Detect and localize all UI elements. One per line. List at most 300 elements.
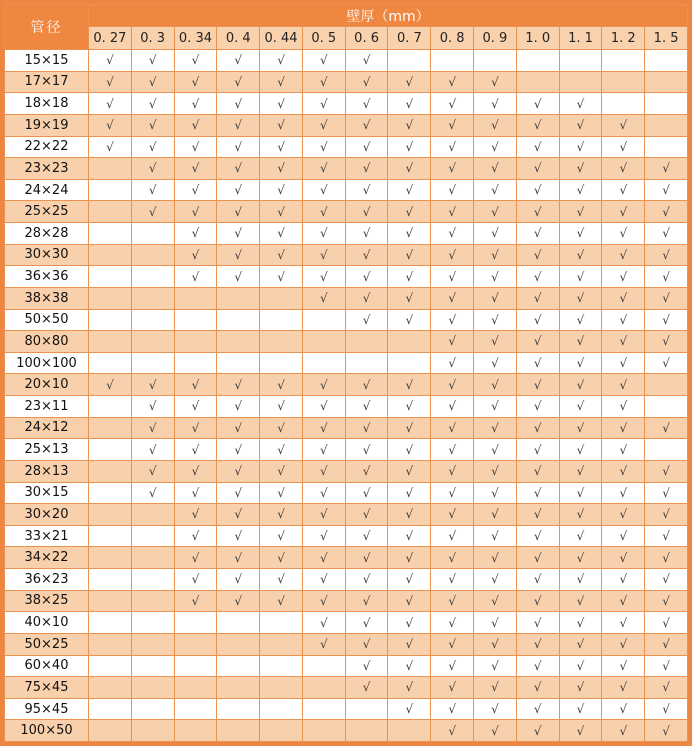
- availability-check-cell: √: [302, 114, 345, 136]
- availability-check-cell: √: [131, 71, 174, 93]
- availability-check-cell: √: [559, 417, 602, 439]
- availability-empty-cell: [645, 114, 688, 136]
- availability-check-cell: √: [431, 612, 474, 634]
- table-row: [5, 287, 688, 309]
- availability-check-cell: √: [474, 504, 517, 526]
- pipe-size-label: 50×25: [5, 633, 89, 655]
- availability-check-cell: √: [131, 114, 174, 136]
- table-row: [5, 158, 688, 180]
- thickness-column-header: 0. 4: [217, 27, 260, 50]
- availability-check-cell: √: [388, 547, 431, 569]
- availability-check-cell: √: [474, 352, 517, 374]
- availability-check-cell: √: [131, 374, 174, 396]
- availability-check-cell: √: [345, 374, 388, 396]
- availability-check-cell: √: [602, 309, 645, 331]
- availability-check-cell: √: [602, 590, 645, 612]
- availability-check-cell: √: [474, 136, 517, 158]
- availability-check-cell: √: [345, 612, 388, 634]
- availability-check-cell: √: [602, 482, 645, 504]
- availability-empty-cell: [89, 569, 132, 591]
- availability-empty-cell: [89, 677, 132, 699]
- availability-check-cell: √: [474, 547, 517, 569]
- availability-check-cell: √: [645, 547, 688, 569]
- availability-check-cell: √: [174, 179, 217, 201]
- availability-check-cell: √: [645, 655, 688, 677]
- availability-empty-cell: [217, 287, 260, 309]
- availability-check-cell: √: [302, 244, 345, 266]
- availability-check-cell: √: [131, 50, 174, 72]
- availability-check-cell: √: [345, 504, 388, 526]
- availability-empty-cell: [388, 331, 431, 353]
- availability-check-cell: √: [388, 698, 431, 720]
- availability-empty-cell: [174, 309, 217, 331]
- availability-check-cell: √: [302, 547, 345, 569]
- availability-check-cell: √: [474, 331, 517, 353]
- availability-check-cell: √: [645, 504, 688, 526]
- availability-check-cell: √: [217, 266, 260, 288]
- table-row: [5, 50, 688, 72]
- availability-check-cell: √: [516, 114, 559, 136]
- availability-empty-cell: [260, 655, 303, 677]
- availability-empty-cell: [559, 50, 602, 72]
- availability-check-cell: √: [602, 287, 645, 309]
- availability-check-cell: √: [345, 655, 388, 677]
- thickness-column-header: 0. 5: [302, 27, 345, 50]
- availability-empty-cell: [345, 720, 388, 742]
- availability-empty-cell: [174, 633, 217, 655]
- pipe-size-label: 36×23: [5, 569, 89, 591]
- pipe-size-label: 75×45: [5, 677, 89, 699]
- availability-empty-cell: [217, 720, 260, 742]
- table-row: [5, 460, 688, 482]
- availability-check-cell: √: [645, 266, 688, 288]
- availability-empty-cell: [89, 396, 132, 418]
- pipe-size-label: 18×18: [5, 93, 89, 115]
- table-row: [5, 93, 688, 115]
- availability-check-cell: √: [516, 396, 559, 418]
- table-row: [5, 677, 688, 699]
- availability-check-cell: √: [131, 158, 174, 180]
- availability-check-cell: √: [217, 590, 260, 612]
- pipe-size-label: 17×17: [5, 71, 89, 93]
- availability-check-cell: √: [559, 633, 602, 655]
- availability-check-cell: √: [302, 504, 345, 526]
- availability-empty-cell: [89, 720, 132, 742]
- availability-empty-cell: [260, 352, 303, 374]
- availability-check-cell: √: [645, 720, 688, 742]
- availability-check-cell: √: [431, 439, 474, 461]
- table-row: [5, 720, 688, 742]
- table-row: [5, 331, 688, 353]
- availability-check-cell: √: [474, 655, 517, 677]
- availability-check-cell: √: [516, 439, 559, 461]
- availability-check-cell: √: [516, 590, 559, 612]
- availability-check-cell: √: [388, 266, 431, 288]
- table-row: [5, 374, 688, 396]
- availability-check-cell: √: [516, 482, 559, 504]
- availability-check-cell: √: [516, 266, 559, 288]
- pipe-size-label: 95×45: [5, 698, 89, 720]
- availability-check-cell: √: [431, 223, 474, 245]
- availability-check-cell: √: [260, 374, 303, 396]
- table-row: [5, 417, 688, 439]
- availability-check-cell: √: [559, 698, 602, 720]
- availability-check-cell: √: [474, 309, 517, 331]
- availability-check-cell: √: [559, 158, 602, 180]
- availability-check-cell: √: [559, 460, 602, 482]
- availability-check-cell: √: [559, 525, 602, 547]
- availability-check-cell: √: [217, 201, 260, 223]
- pipe-size-label: 20×10: [5, 374, 89, 396]
- availability-check-cell: √: [174, 244, 217, 266]
- availability-check-cell: √: [217, 504, 260, 526]
- availability-check-cell: √: [260, 114, 303, 136]
- availability-check-cell: √: [645, 460, 688, 482]
- availability-check-cell: √: [345, 677, 388, 699]
- availability-check-cell: √: [559, 136, 602, 158]
- availability-check-cell: √: [174, 482, 217, 504]
- pipe-size-label: 100×100: [5, 352, 89, 374]
- availability-check-cell: √: [559, 266, 602, 288]
- availability-check-cell: √: [345, 71, 388, 93]
- availability-check-cell: √: [260, 244, 303, 266]
- availability-check-cell: √: [431, 158, 474, 180]
- table-row: [5, 590, 688, 612]
- availability-empty-cell: [645, 50, 688, 72]
- availability-check-cell: √: [474, 417, 517, 439]
- availability-check-cell: √: [345, 179, 388, 201]
- pipe-size-label: 30×20: [5, 504, 89, 526]
- availability-check-cell: √: [345, 223, 388, 245]
- availability-check-cell: √: [388, 569, 431, 591]
- availability-check-cell: √: [474, 179, 517, 201]
- availability-check-cell: √: [474, 71, 517, 93]
- availability-empty-cell: [602, 50, 645, 72]
- availability-check-cell: √: [302, 525, 345, 547]
- availability-check-cell: √: [559, 114, 602, 136]
- availability-check-cell: √: [516, 136, 559, 158]
- availability-check-cell: √: [345, 590, 388, 612]
- availability-check-cell: √: [345, 287, 388, 309]
- availability-empty-cell: [131, 352, 174, 374]
- availability-empty-cell: [174, 720, 217, 742]
- availability-check-cell: √: [645, 590, 688, 612]
- availability-check-cell: √: [645, 223, 688, 245]
- availability-check-cell: √: [431, 396, 474, 418]
- availability-check-cell: √: [474, 525, 517, 547]
- availability-check-cell: √: [174, 50, 217, 72]
- availability-check-cell: √: [174, 136, 217, 158]
- availability-empty-cell: [174, 287, 217, 309]
- availability-check-cell: √: [602, 720, 645, 742]
- availability-check-cell: √: [260, 590, 303, 612]
- availability-check-cell: √: [602, 417, 645, 439]
- availability-check-cell: √: [474, 374, 517, 396]
- availability-check-cell: √: [260, 417, 303, 439]
- availability-check-cell: √: [559, 612, 602, 634]
- availability-empty-cell: [516, 50, 559, 72]
- availability-empty-cell: [131, 569, 174, 591]
- table-row: [5, 504, 688, 526]
- pipe-size-label: 38×25: [5, 590, 89, 612]
- availability-empty-cell: [131, 309, 174, 331]
- availability-empty-cell: [345, 331, 388, 353]
- availability-check-cell: √: [302, 439, 345, 461]
- wall-thickness-group-header: 壁厚（mm）: [89, 5, 688, 27]
- availability-check-cell: √: [602, 179, 645, 201]
- availability-empty-cell: [645, 136, 688, 158]
- pipe-size-label: 30×15: [5, 482, 89, 504]
- availability-check-cell: √: [260, 547, 303, 569]
- availability-check-cell: √: [302, 482, 345, 504]
- pipe-size-label: 15×15: [5, 50, 89, 72]
- availability-check-cell: √: [431, 460, 474, 482]
- availability-check-cell: √: [431, 504, 474, 526]
- availability-check-cell: √: [217, 374, 260, 396]
- availability-check-cell: √: [302, 287, 345, 309]
- availability-check-cell: √: [431, 114, 474, 136]
- availability-check-cell: √: [516, 525, 559, 547]
- availability-check-cell: √: [516, 698, 559, 720]
- table-row: [5, 309, 688, 331]
- pipe-diameter-header: 管径: [5, 5, 89, 50]
- availability-check-cell: √: [89, 71, 132, 93]
- availability-empty-cell: [131, 633, 174, 655]
- pipe-size-label: 23×11: [5, 396, 89, 418]
- availability-empty-cell: [302, 655, 345, 677]
- availability-check-cell: √: [174, 374, 217, 396]
- availability-check-cell: √: [302, 266, 345, 288]
- availability-check-cell: √: [474, 201, 517, 223]
- availability-check-cell: √: [388, 590, 431, 612]
- availability-empty-cell: [260, 331, 303, 353]
- availability-check-cell: √: [559, 720, 602, 742]
- availability-check-cell: √: [131, 417, 174, 439]
- pipe-size-label: 100×50: [5, 720, 89, 742]
- availability-check-cell: √: [345, 136, 388, 158]
- availability-empty-cell: [89, 504, 132, 526]
- availability-check-cell: √: [388, 396, 431, 418]
- table-row: [5, 655, 688, 677]
- availability-check-cell: √: [602, 136, 645, 158]
- availability-check-cell: √: [602, 525, 645, 547]
- availability-check-cell: √: [260, 504, 303, 526]
- availability-check-cell: √: [302, 158, 345, 180]
- availability-empty-cell: [217, 352, 260, 374]
- table-row: [5, 482, 688, 504]
- table-row: [5, 266, 688, 288]
- thickness-column-header: 0. 8: [431, 27, 474, 50]
- availability-check-cell: √: [174, 547, 217, 569]
- header-row-group: [5, 5, 688, 27]
- availability-check-cell: √: [559, 93, 602, 115]
- availability-check-cell: √: [602, 352, 645, 374]
- availability-check-cell: √: [345, 309, 388, 331]
- availability-check-cell: √: [217, 179, 260, 201]
- availability-check-cell: √: [388, 677, 431, 699]
- availability-check-cell: √: [474, 439, 517, 461]
- availability-check-cell: √: [474, 266, 517, 288]
- availability-check-cell: √: [217, 158, 260, 180]
- availability-check-cell: √: [602, 114, 645, 136]
- availability-check-cell: √: [388, 460, 431, 482]
- thickness-values-header-row: [5, 27, 688, 50]
- availability-check-cell: √: [602, 677, 645, 699]
- availability-check-cell: √: [217, 547, 260, 569]
- availability-check-cell: √: [302, 71, 345, 93]
- availability-check-cell: √: [602, 460, 645, 482]
- availability-empty-cell: [131, 223, 174, 245]
- availability-check-cell: √: [645, 287, 688, 309]
- availability-check-cell: √: [302, 374, 345, 396]
- availability-empty-cell: [260, 309, 303, 331]
- availability-check-cell: √: [260, 396, 303, 418]
- availability-check-cell: √: [217, 71, 260, 93]
- availability-check-cell: √: [516, 677, 559, 699]
- availability-check-cell: √: [474, 244, 517, 266]
- availability-empty-cell: [131, 698, 174, 720]
- availability-check-cell: √: [174, 504, 217, 526]
- availability-check-cell: √: [388, 71, 431, 93]
- availability-check-cell: √: [388, 417, 431, 439]
- availability-check-cell: √: [345, 417, 388, 439]
- table-row: [5, 396, 688, 418]
- availability-check-cell: √: [474, 569, 517, 591]
- availability-empty-cell: [217, 698, 260, 720]
- thickness-column-header: 0. 3: [131, 27, 174, 50]
- availability-empty-cell: [217, 331, 260, 353]
- table-row: [5, 179, 688, 201]
- availability-check-cell: √: [474, 287, 517, 309]
- availability-check-cell: √: [131, 439, 174, 461]
- availability-check-cell: √: [516, 93, 559, 115]
- availability-check-cell: √: [174, 158, 217, 180]
- availability-check-cell: √: [260, 460, 303, 482]
- availability-check-cell: √: [559, 223, 602, 245]
- availability-check-cell: √: [302, 396, 345, 418]
- availability-empty-cell: [131, 720, 174, 742]
- availability-empty-cell: [345, 698, 388, 720]
- availability-check-cell: √: [431, 525, 474, 547]
- availability-empty-cell: [260, 677, 303, 699]
- thickness-column-header: 0. 27: [89, 27, 132, 50]
- availability-empty-cell: [431, 50, 474, 72]
- availability-check-cell: √: [174, 525, 217, 547]
- availability-empty-cell: [174, 352, 217, 374]
- availability-empty-cell: [217, 655, 260, 677]
- availability-check-cell: √: [516, 720, 559, 742]
- availability-check-cell: √: [388, 93, 431, 115]
- availability-check-cell: √: [388, 374, 431, 396]
- pipe-size-label: 50×50: [5, 309, 89, 331]
- availability-empty-cell: [131, 287, 174, 309]
- availability-check-cell: √: [645, 525, 688, 547]
- availability-empty-cell: [131, 504, 174, 526]
- availability-check-cell: √: [559, 179, 602, 201]
- availability-check-cell: √: [602, 374, 645, 396]
- availability-check-cell: √: [345, 482, 388, 504]
- availability-check-cell: √: [431, 309, 474, 331]
- availability-check-cell: √: [431, 547, 474, 569]
- availability-check-cell: √: [345, 50, 388, 72]
- availability-check-cell: √: [431, 266, 474, 288]
- availability-check-cell: √: [431, 720, 474, 742]
- availability-check-cell: √: [302, 136, 345, 158]
- availability-empty-cell: [302, 677, 345, 699]
- thickness-column-header: 1. 0: [516, 27, 559, 50]
- availability-check-cell: √: [645, 244, 688, 266]
- availability-check-cell: √: [131, 396, 174, 418]
- availability-check-cell: √: [645, 331, 688, 353]
- availability-empty-cell: [89, 309, 132, 331]
- availability-empty-cell: [260, 287, 303, 309]
- availability-check-cell: √: [217, 136, 260, 158]
- availability-check-cell: √: [602, 158, 645, 180]
- availability-check-cell: √: [388, 244, 431, 266]
- availability-check-cell: √: [174, 223, 217, 245]
- availability-check-cell: √: [602, 331, 645, 353]
- availability-empty-cell: [645, 93, 688, 115]
- availability-check-cell: √: [217, 525, 260, 547]
- table-row: [5, 525, 688, 547]
- availability-empty-cell: [174, 698, 217, 720]
- availability-check-cell: √: [602, 244, 645, 266]
- availability-check-cell: √: [302, 50, 345, 72]
- availability-check-cell: √: [602, 547, 645, 569]
- availability-check-cell: √: [645, 352, 688, 374]
- availability-check-cell: √: [645, 482, 688, 504]
- availability-check-cell: √: [474, 460, 517, 482]
- availability-empty-cell: [89, 201, 132, 223]
- availability-check-cell: √: [345, 201, 388, 223]
- availability-check-cell: √: [474, 633, 517, 655]
- availability-check-cell: √: [431, 633, 474, 655]
- availability-check-cell: √: [516, 374, 559, 396]
- availability-empty-cell: [89, 633, 132, 655]
- availability-check-cell: √: [516, 179, 559, 201]
- table-row: [5, 244, 688, 266]
- availability-check-cell: √: [431, 201, 474, 223]
- availability-empty-cell: [89, 179, 132, 201]
- availability-check-cell: √: [474, 396, 517, 418]
- availability-check-cell: √: [345, 158, 388, 180]
- pipe-size-label: 40×10: [5, 612, 89, 634]
- availability-check-cell: √: [559, 396, 602, 418]
- availability-check-cell: √: [431, 179, 474, 201]
- availability-check-cell: √: [260, 201, 303, 223]
- availability-check-cell: √: [174, 417, 217, 439]
- availability-check-cell: √: [89, 136, 132, 158]
- availability-check-cell: √: [345, 569, 388, 591]
- availability-check-cell: √: [602, 439, 645, 461]
- availability-check-cell: √: [345, 460, 388, 482]
- availability-check-cell: √: [302, 201, 345, 223]
- availability-empty-cell: [302, 309, 345, 331]
- availability-check-cell: √: [516, 612, 559, 634]
- availability-empty-cell: [89, 439, 132, 461]
- table-header: [5, 5, 688, 50]
- availability-check-cell: √: [559, 547, 602, 569]
- availability-check-cell: √: [516, 569, 559, 591]
- availability-check-cell: √: [474, 677, 517, 699]
- thickness-column-header: 0. 44: [260, 27, 303, 50]
- table-row: [5, 439, 688, 461]
- availability-check-cell: √: [388, 439, 431, 461]
- pipe-size-label: 33×21: [5, 525, 89, 547]
- availability-empty-cell: [217, 633, 260, 655]
- availability-check-cell: √: [516, 287, 559, 309]
- availability-check-cell: √: [302, 633, 345, 655]
